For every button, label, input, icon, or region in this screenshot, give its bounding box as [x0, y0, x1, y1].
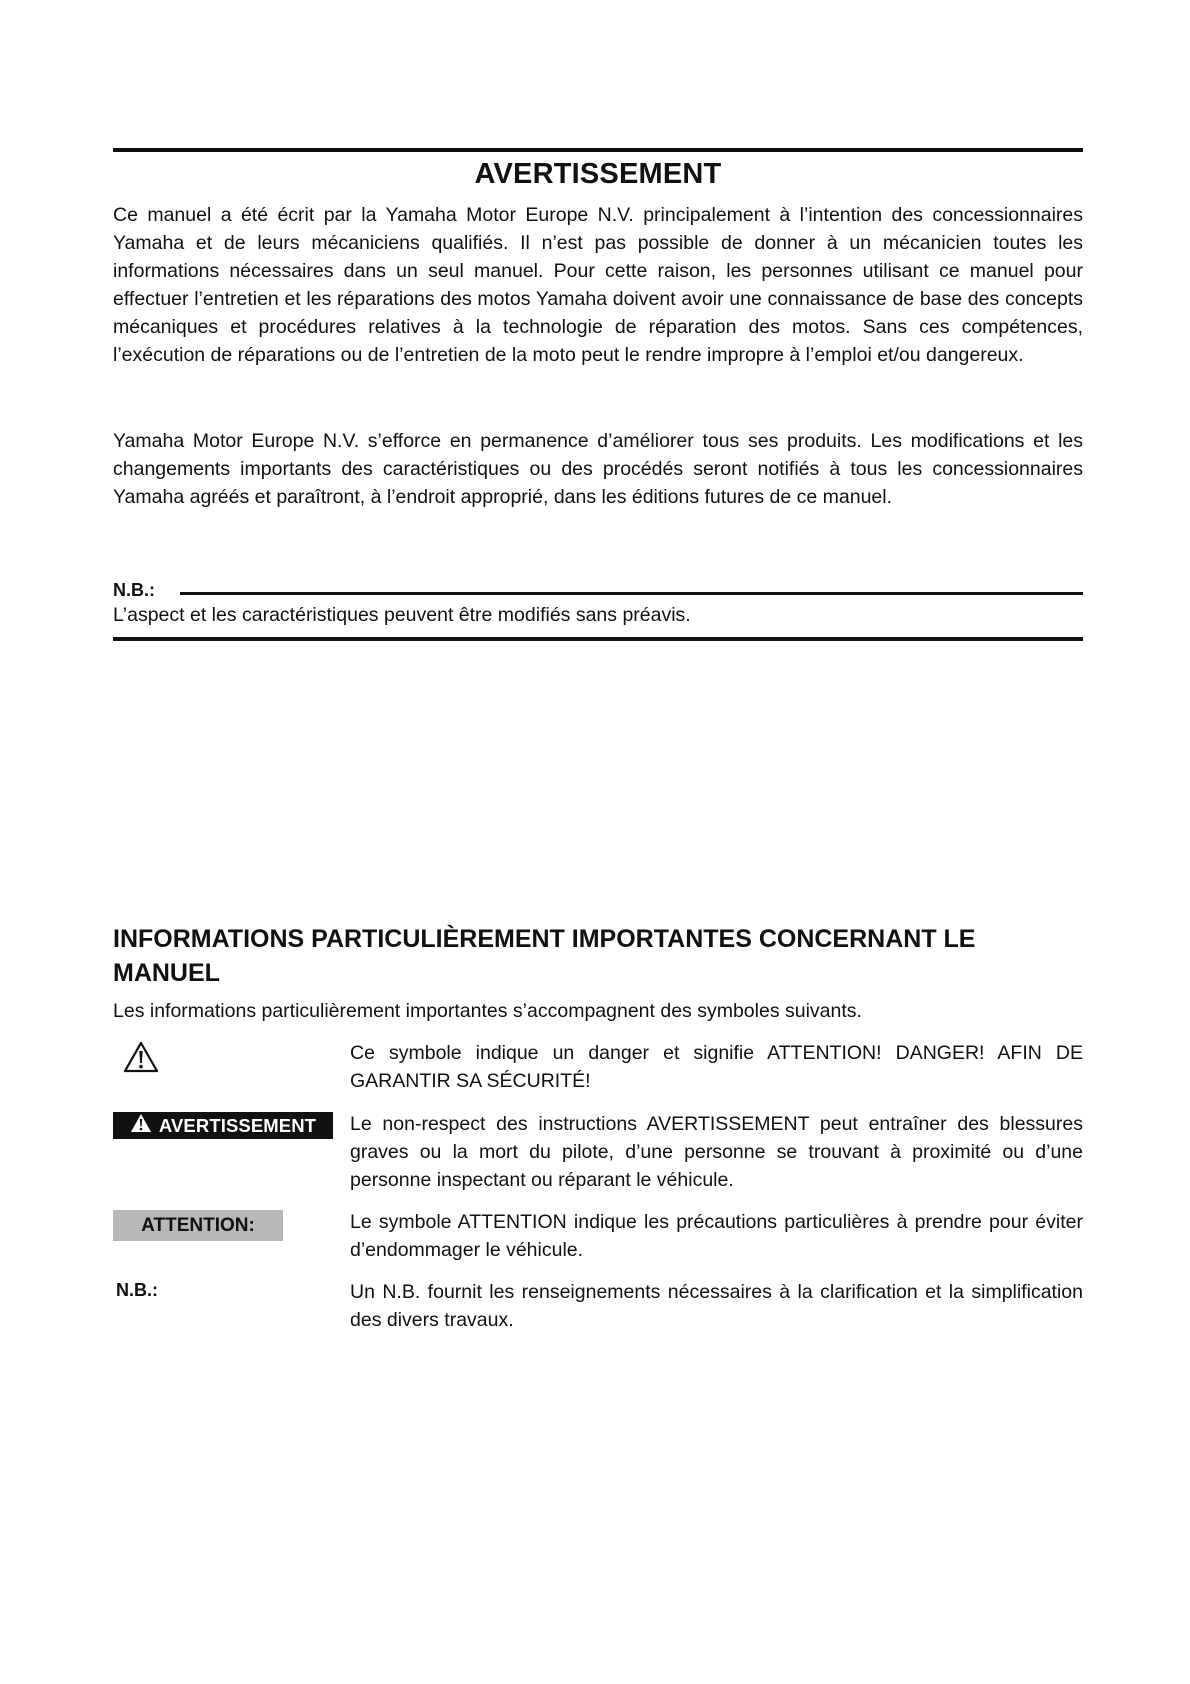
nb-text: L’aspect et les caractéristiques peuvent être modifiés sans préavis.	[113, 604, 691, 626]
nb-symbol-label: N.B.:	[116, 1280, 158, 1300]
warning-title: AVERTISSEMENT	[474, 158, 722, 190]
bottom-divider	[113, 637, 1083, 641]
attention-badge: ATTENTION:	[113, 1210, 283, 1241]
warning-paragraph-1: Ce manuel a été écrit par la Yamaha Motor Europe N.V. principalement à l’intention des concessionnaires Yamaha et de leurs mécaniciens qualifiés. Il n’est pas possible de donner à un mécanicien toutes les informations nécessaires dans un seul manuel. Pour cette raison, les personnes utilisant ce manuel pour effectuer l’entretien et les réparations des motos Yamaha doivent avoir une connaissance de base des concepts mécaniques et procédures relatives à la technologie de réparation des motos. Sans ces compétences, l’exécution de réparations ou de l’entretien de la moto peut le rendre impropre à l’emploi et/ou dangereux.	[113, 204, 1083, 366]
warning-triangle-icon	[130, 1113, 152, 1138]
warning-triangle-icon	[123, 1041, 159, 1073]
warning-badge	[113, 1112, 333, 1139]
top-divider	[113, 148, 1083, 152]
warning-paragraph-2: Yamaha Motor Europe N.V. s’efforce en permanence d’améliorer tous ses produits. Les modifications et les changements importants des caractéristiques ou des procédés seront notifiés à tous les concessionnaires Yamaha agréés et paraîtront, à l’endroit approprié, dans les éditions futures de ce manuel.	[113, 430, 1083, 508]
info-section-heading: INFORMATIONS PARTICULIÈREMENT IMPORTANTES CONCERNANT LE MANUEL	[113, 925, 976, 987]
warning-badge-label: AVERTISSEMENT	[158, 1114, 317, 1136]
info-section-intro: Les informations particulièrement importantes s’accompagnent des symboles suivants.	[113, 1000, 862, 1022]
symbol-description: Un N.B. fournit les renseignements nécessaires à la clarification et la simplification des divers travaux.	[350, 1281, 1083, 1331]
symbol-description: Le symbole ATTENTION indique les précautions particulières à prendre pour éviter d’endommager le véhicule.	[350, 1211, 1083, 1261]
symbol-description: Le non-respect des instructions AVERTISSEMENT peut entraîner des blessures graves ou la mort du pilote, d’une personne se trouvant à proximité ou d’une personne inspectant ou réparant le véhicule.	[350, 1113, 1083, 1191]
symbol-description: Ce symbole indique un danger et signifie ATTENTION! DANGER! AFIN DE GARANTIR SA SÉCURITÉ!	[350, 1042, 1083, 1092]
nb-label: N.B.:	[113, 580, 155, 600]
nb-divider	[180, 592, 1083, 595]
